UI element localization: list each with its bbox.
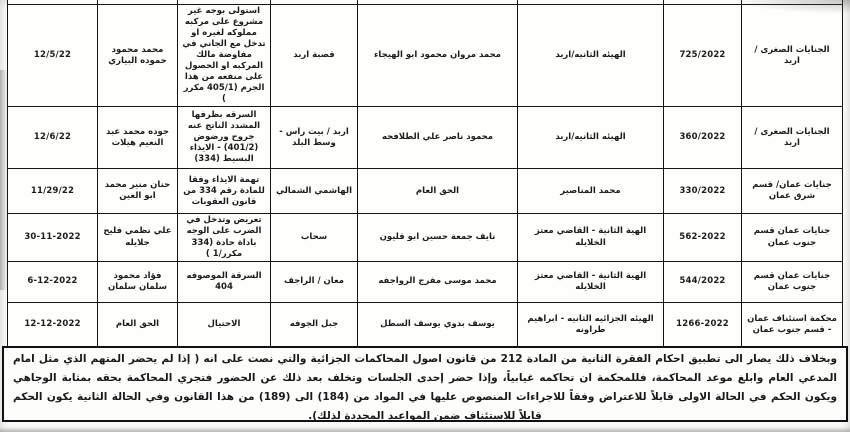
cell-defendant: فؤاد محمود سلمان سلمان (98, 261, 178, 302)
cell-case_no: 544/2022 (664, 261, 742, 302)
cell-date: 30-11-2022 (8, 214, 98, 261)
cell-defendant: حنان منير محمد ابو العين (98, 169, 178, 214)
cell-location: سحاب (271, 214, 358, 261)
cell-location: معان / الراجف (271, 261, 358, 302)
cell-case_no: 1266-2022 (664, 302, 742, 347)
cell-location: قصبة اربد (271, 5, 358, 107)
court-cases-table (7, 0, 843, 348)
scan-noise-bottom-edge (0, 427, 850, 432)
cell-plaintiff: محمد موسى مفرج الرواجفه (358, 261, 518, 302)
cell-case_no: 360/2022 (664, 107, 742, 169)
cell-plaintiff: الحق العام (358, 169, 518, 214)
cell-court: الجنايات الصغرى / اربد (742, 5, 843, 107)
table-row (8, 214, 843, 261)
cell-location: جبل الجوفه (271, 302, 358, 347)
cell-charge: السرقه بظرفها المشدد الناتج عنه جروح ورضوض (401/2) - الايذاء البسيط (334) (178, 107, 271, 169)
cell-date: 12/6/22 (8, 107, 98, 169)
table-row (8, 107, 843, 169)
cell-plaintiff: نايف جمعة حسين ابو قليون (358, 214, 518, 261)
cell-panel: الهيئه الثانيه/اربد (518, 5, 664, 107)
cell-case_no: 330/2022 (664, 169, 742, 214)
cell-court: محكمة استئناف عمان - قسم جنوب عمان (742, 302, 843, 347)
cell-court: جنايات عمان قسم جنوب عمان (742, 261, 843, 302)
cell-defendant: محمد محمود حموده البياري (98, 5, 178, 107)
cell-case_no: 562-2022 (664, 214, 742, 261)
cell-court: الجنايات الصغرى / اربد (742, 107, 843, 169)
cell-panel: محمد المناصير (518, 169, 664, 214)
cell-date: 11/29/22 (8, 169, 98, 214)
cell-location: اربد / بيت راس - وسط البلد (271, 107, 358, 169)
cell-charge: تهمة الايذاء وفقا للمادة رقم 334 من قانون العقوبات (178, 169, 271, 214)
cell-panel: الهيئه الثانيه/اربد (518, 107, 664, 169)
table-row (8, 169, 843, 214)
cell-panel: الهية الثانية - القاضي معتز الخلايله (518, 214, 664, 261)
cell-charge: الاحتيال (178, 302, 271, 347)
table-row (8, 302, 843, 347)
cell-date: 12-12-2022 (8, 302, 98, 347)
legal-notice-paragraph: وبخلاف ذلك يصار الى تطبيق احكام الفقرة الثانية من المادة 212 من قانون اصول المحاكمات الجزائية والتي نصت على انه ( إذا لم يحضر المتهم الذي مثل امام المدعي العام وابلغ موعد المحاكمة، فللمحكمة ان تحاكمه غيابياً، وإذا حضر إحدى الجلسات وتخلف بعد ذلك عن الحضور فتجري المحاكمة بحقه بمثابة الوجاهي ويكون الحكم في الحالة الاولى قابلاً للاعتراض وفقاً للاجراءات المنصوص عليها في المواد من (184) الى (189) من هذا القانون وفي الحالة الثانية يكون الحكم قابلاً للاستئناف ضمن المواعيد المحددة لذلك). (2, 346, 848, 422)
cell-panel: الهية الثانية - القاضي معتز الخلايله (518, 261, 664, 302)
table-row (8, 5, 843, 107)
cell-defendant: جوده محمد عبد النعيم هيلات (98, 107, 178, 169)
cell-court: جنايات عمان قسم جنوب عمان (742, 214, 843, 261)
cell-charge: تعريض وتدخل في الضرب على الوجه باداة حادة (334 مكرر/1 ) (178, 214, 271, 261)
cell-date: 6-12-2022 (8, 261, 98, 302)
cell-plaintiff: محمود ناصر علي الطلافحه (358, 107, 518, 169)
cell-charge: السرقة الموصوفه 404 (178, 261, 271, 302)
cell-plaintiff: يوسف بدوي يوسف السطل (358, 302, 518, 347)
cell-date: 12/5/22 (8, 5, 98, 107)
cell-plaintiff: محمد مروان محمود ابو الهيجاء (358, 5, 518, 107)
table-row (8, 261, 843, 302)
cell-defendant: علي نظمي فليح جلايله (98, 214, 178, 261)
court-cases-table-body (8, 0, 843, 347)
cell-court: جنايات عمان/ قسم شرق عمان (742, 169, 843, 214)
cell-case_no: 725/2022 (664, 5, 742, 107)
cell-charge: استولى بوجه غير مشروع على مركبه مملوكه لغيره او تدخل مع الجاني في مفاوضة مالك المركبه او الحصول على منفعه من هذا الجرم (405/1 مكرر ) (178, 5, 271, 107)
cell-panel: الهيئه الجزائيه الثانيه - ابراهيم طراونه (518, 302, 664, 347)
cell-defendant: الحق العام (98, 302, 178, 347)
cell-location: الهاشمي الشمالي (271, 169, 358, 214)
